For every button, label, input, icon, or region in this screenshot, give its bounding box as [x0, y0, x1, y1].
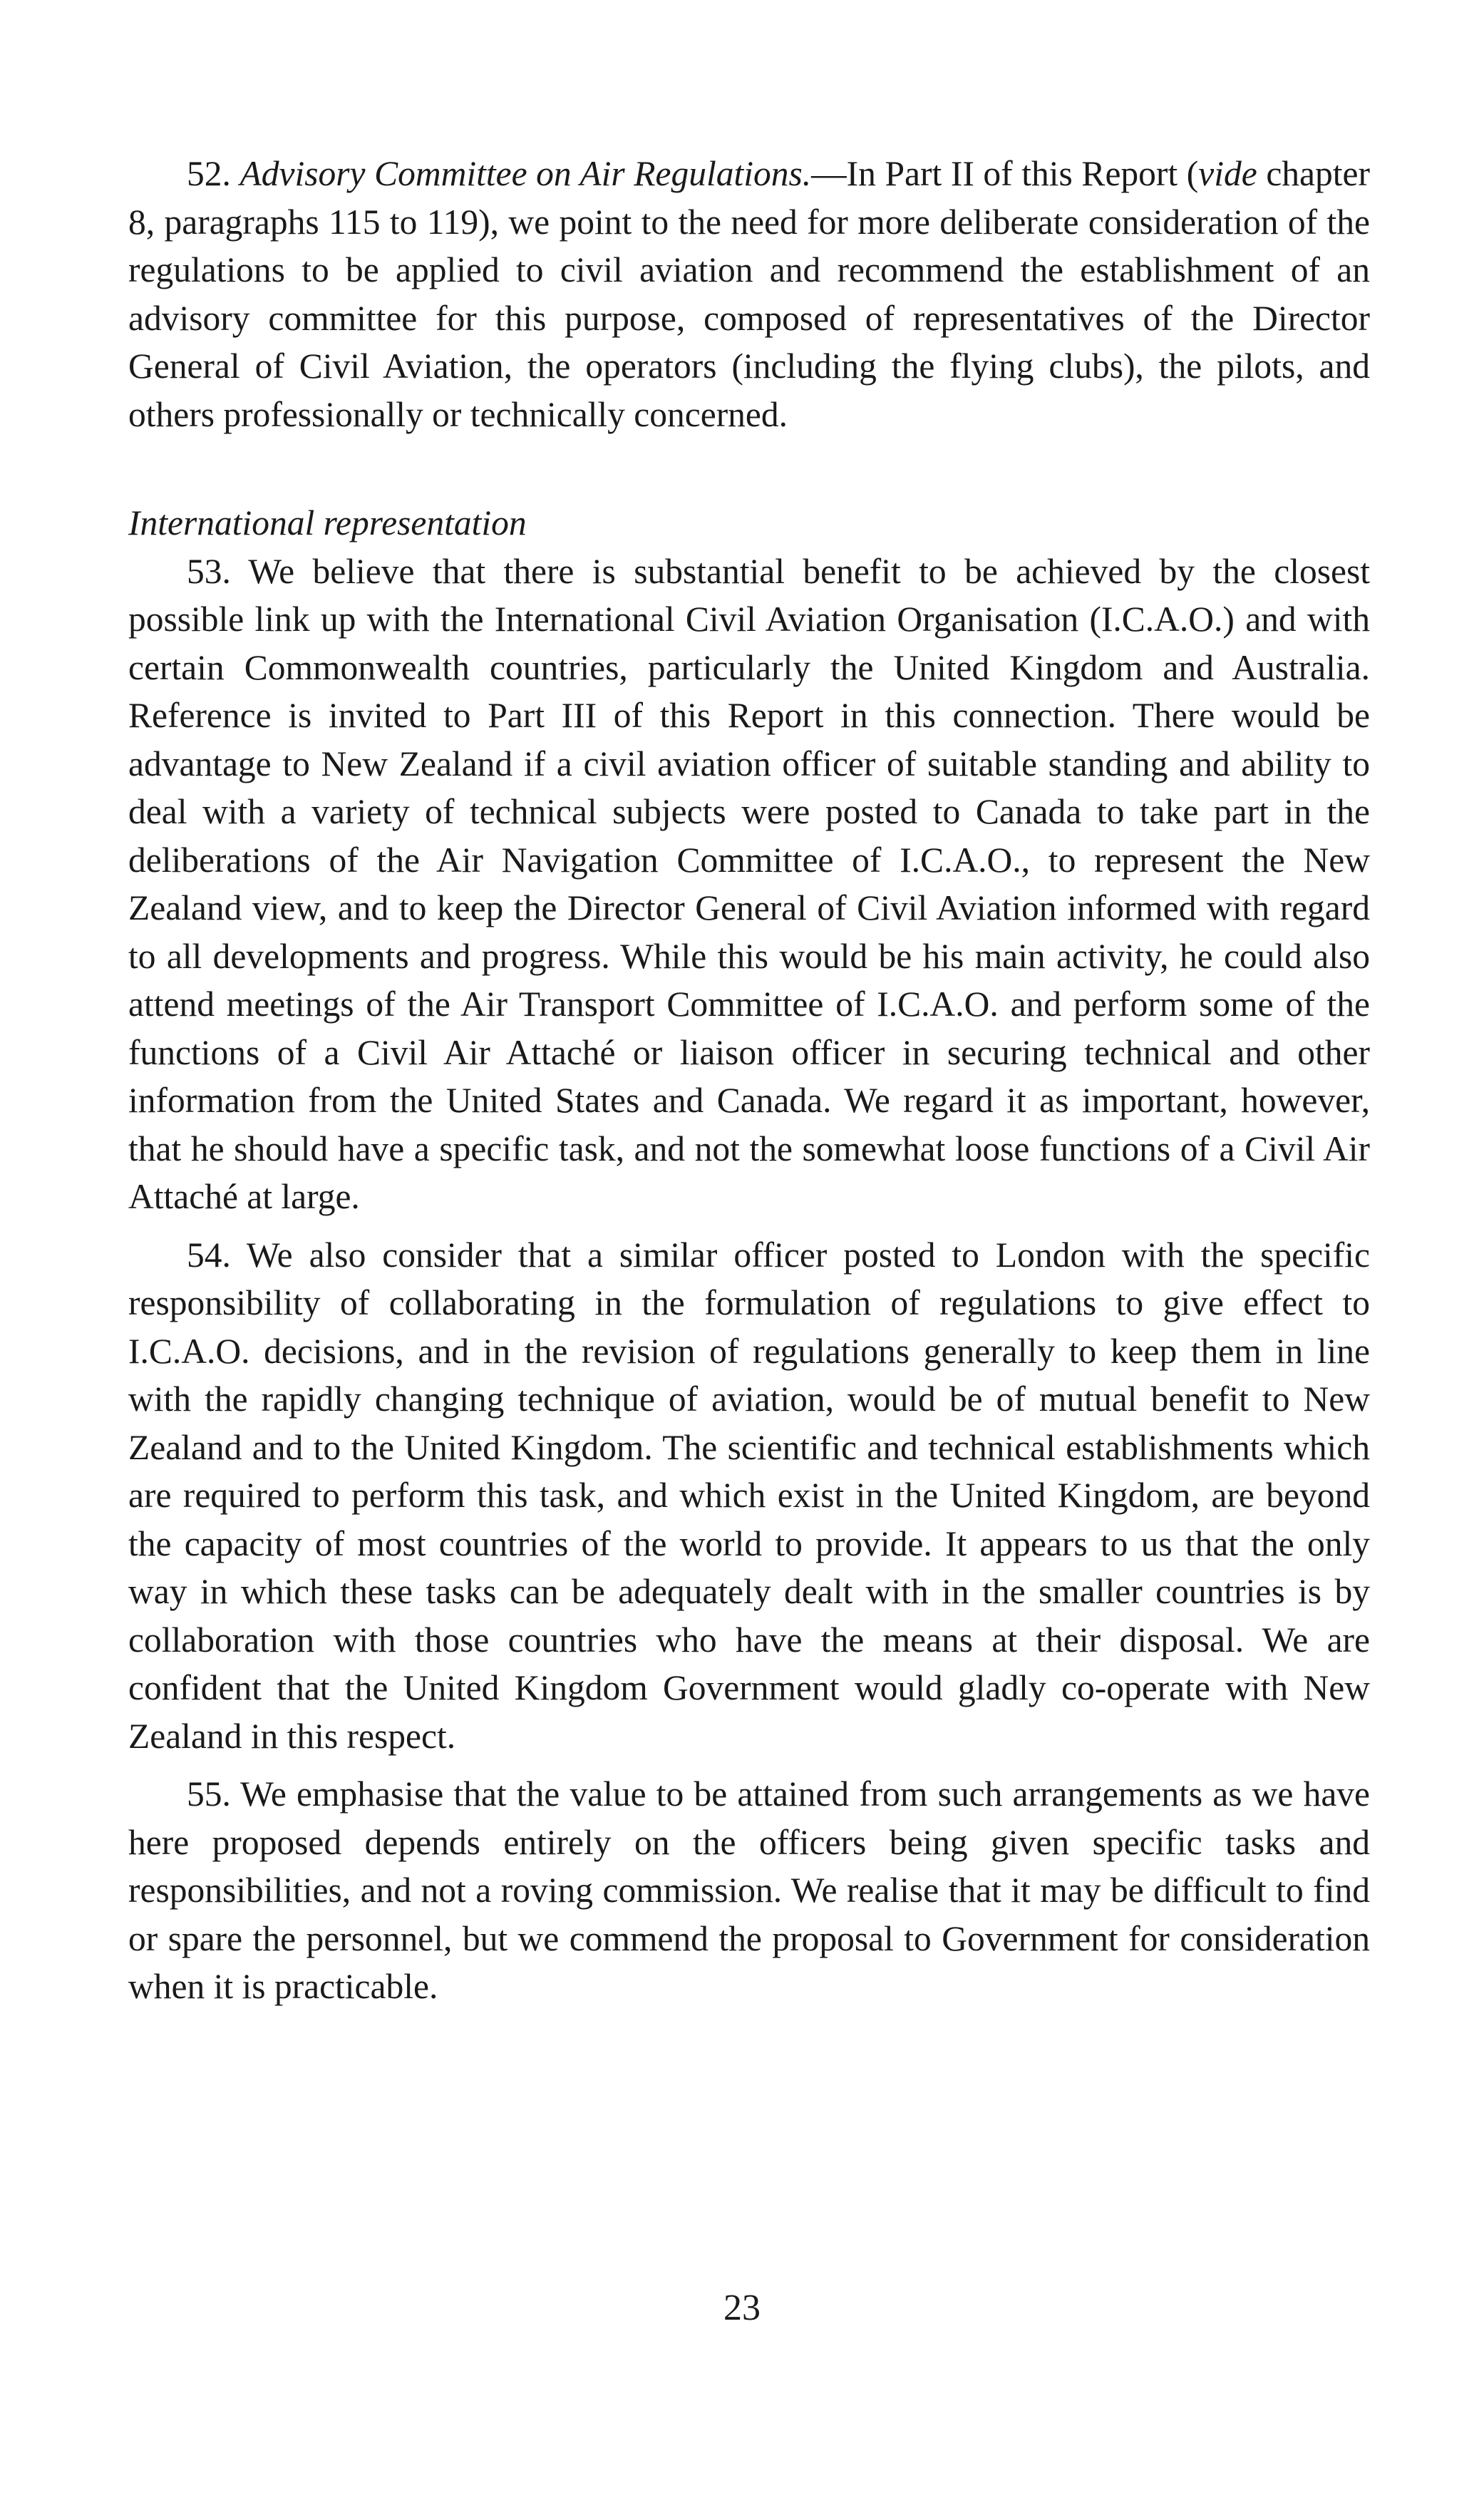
- paragraph-52: [128, 150, 1370, 438]
- paragraph-54: [128, 1231, 1370, 1761]
- paragraph-title: Advisory Committee on Air Regulations.: [239, 154, 812, 193]
- section-heading: International representation: [128, 503, 527, 542]
- paragraph-text: We also consider that a similar officer posted to London with the specific responsibility of collaborating in the formulation of regulations to give effect to I.C.A.O. decisions, and in the revision of regulations generally to keep them in line with the rapidly changing technique of aviation, would be of mutual benefit to New Zealand and to the United Kingdom. The scientific and technical establishments which are required to perform this task, and which exist in the United Kingdom, are beyond the capacity of most countries of the world to provide. It appears to us that the only way in which these tasks can be adequately dealt with in the smaller countries is by collaboration with those countries who have the means at their disposal. We are confident that the United Kingdom Government would gladly co-operate with New Zealand in this respect.: [128, 1235, 1371, 1756]
- paragraph-55: [128, 1770, 1370, 2011]
- page-number: 23: [723, 2288, 761, 2328]
- paragraph-number: 54.: [187, 1235, 231, 1275]
- paragraph-text: In Part II of this Report (: [846, 154, 1199, 193]
- paragraph-text: We believe that there is substantial benefit to be achieved by the closest possible link up with the International Civil Aviation Organisation (I.C.A.O.) and with certain Commonwealth countries, particularly the United Kingdom and Australia. Reference is invited to Part III of this Report in this connection. There would be advantage to New Zealand if a civil aviation officer of suitable standing and ability to deal with a variety of technical subjects were posted to Canada to take part in the deliberations of the Air Navigation Committee of I.C.A.O., to represent the New Zealand view, and to keep the Director General of Civil Aviation informed with regard to all developments and progress. While this would be his main activity, he could also attend meetings of the Air Transport Committee of I.C.A.O. and perform some of the functions of a Civil Air Attaché or liaison officer in securing technical and other information from the United States and Canada. We regard it as important, however, that he should have a specific task, and not the somewhat loose functions of a Civil Air Attaché at large.: [128, 551, 1370, 1216]
- vide-reference: vide: [1198, 154, 1257, 193]
- em-dash: —: [811, 154, 847, 193]
- paragraph-text: We emphasise that the value to be attained from such arrangements as we have here proposed depends entirely on the officers being given specific tasks and responsibilities, and not a roving commission. We realise that it may be difficult to find or spare the personnel, but we commend the proposal to Government for consideration when it is practicable.: [128, 1774, 1371, 2006]
- document-page: [128, 150, 1370, 2011]
- paragraph-text: chapter 8, paragraphs 115 to 119), we point to the need for more deliberate consideration of the regulations to be applied to civil aviation and recommend the establishment of an advisory committee for this purpose, composed of representatives of the Director General of Civil Aviation, the operators (including the flying clubs), the pilots, and others professionally or technically concerned.: [128, 154, 1370, 434]
- paragraph-number: 52.: [187, 154, 231, 193]
- paragraph-number: 53.: [187, 551, 231, 591]
- paragraph-number: 55.: [187, 1774, 231, 1814]
- paragraph-53: [128, 547, 1370, 1221]
